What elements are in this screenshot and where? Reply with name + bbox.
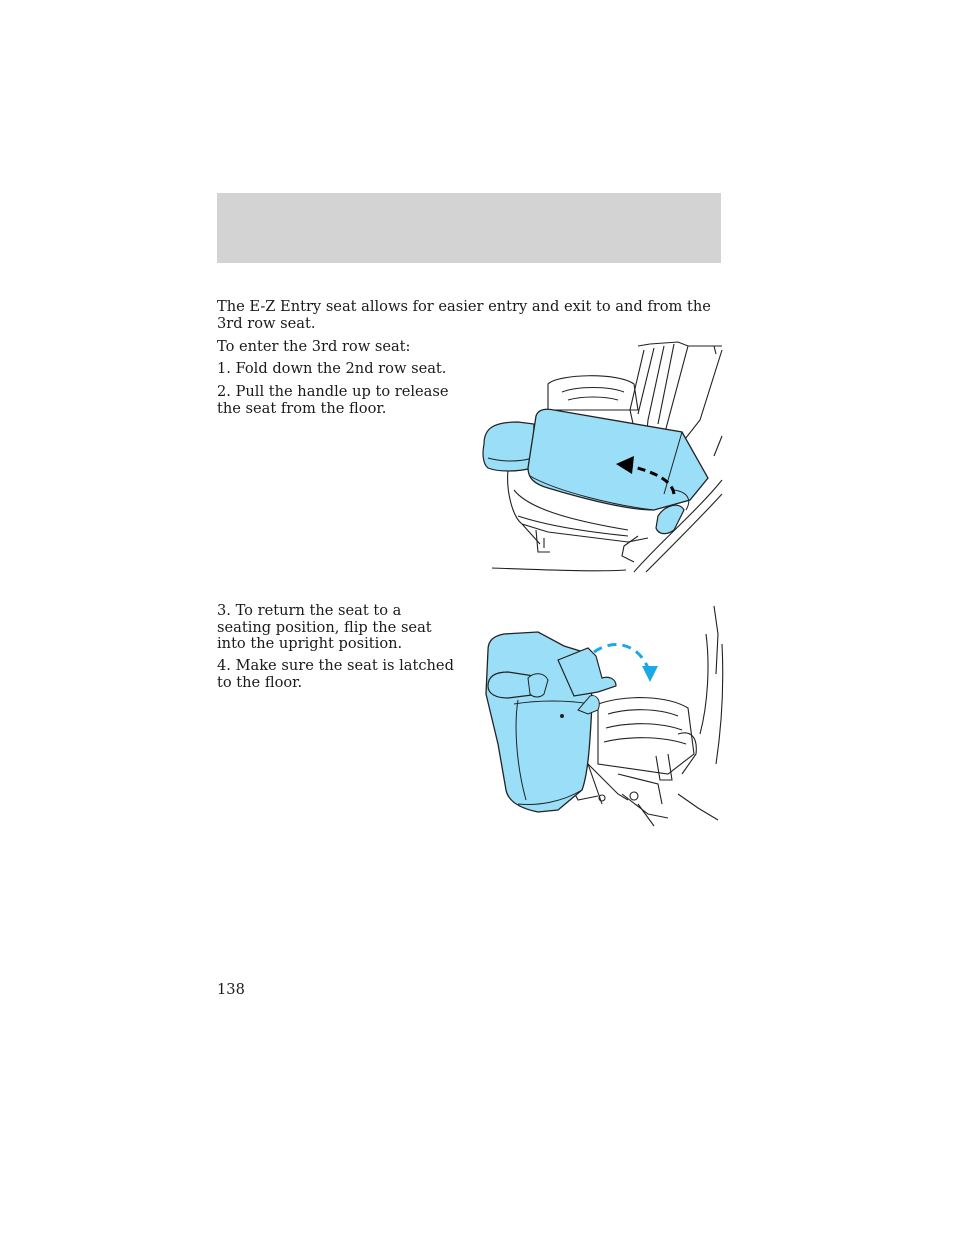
section-header-band: [217, 193, 721, 263]
seat-flip-upright-illustration: [478, 604, 724, 828]
seat-folded-release-illustration: [478, 340, 724, 576]
step-2: 2. Pull the handle up to release the seat from the floor.: [217, 383, 449, 417]
step-3: 3. To return the seat to a seating position, flip the seat into the upright position.: [217, 602, 432, 652]
step-1: 1. Fold down the 2nd row seat.: [217, 360, 447, 377]
step-4: 4. Make sure the seat is latched to the floor.: [217, 657, 454, 691]
enter-heading: To enter the 3rd row seat:: [217, 338, 411, 355]
page-number: 138: [217, 981, 245, 998]
intro-paragraph: The E-Z Entry seat allows for easier entry and exit to and from the 3rd row seat.: [217, 298, 711, 332]
